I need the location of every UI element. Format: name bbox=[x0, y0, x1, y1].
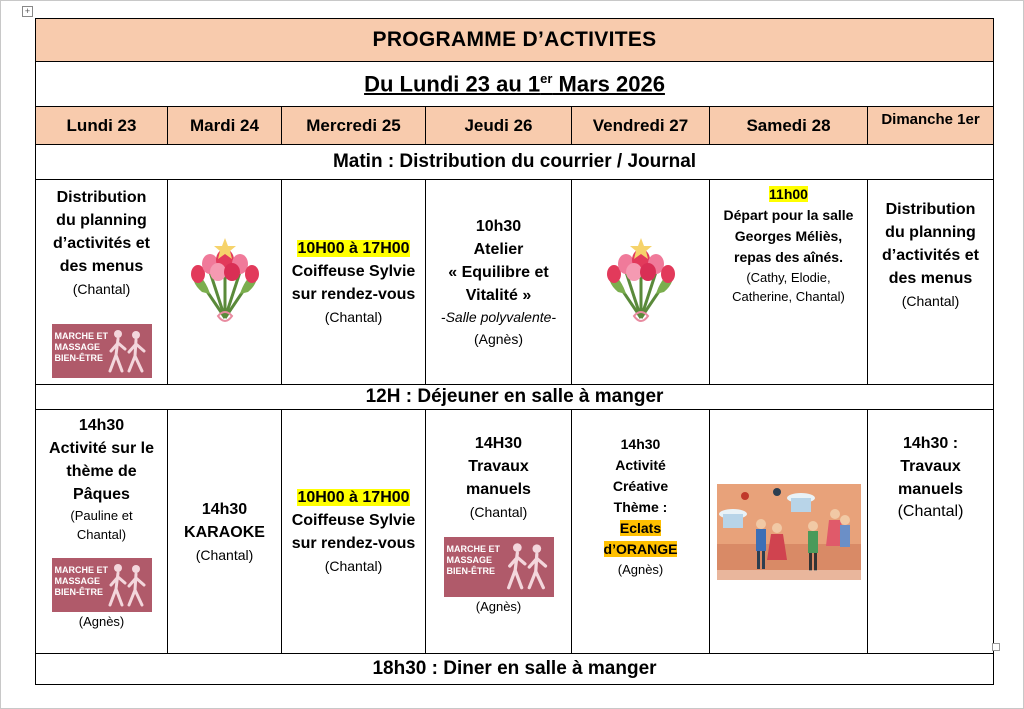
cell-line: du planning bbox=[885, 224, 976, 241]
organizer: (Chantal) bbox=[195, 546, 254, 563]
organizer: (Chantal) bbox=[72, 281, 131, 297]
cell-line: Vitalité » bbox=[465, 286, 532, 304]
walking-people-icon bbox=[102, 327, 150, 375]
walk-massage-badge: MARCHE ET MASSAGE BIEN-ÊTRE bbox=[52, 324, 152, 378]
organizer: (Agnès) bbox=[617, 562, 664, 577]
morning-saturday-cell bbox=[710, 180, 868, 385]
organizer: Chantal) bbox=[76, 527, 127, 542]
afternoon-thursday-cell bbox=[426, 410, 572, 654]
organizer: (Agnès) bbox=[473, 330, 524, 347]
time: 14h30 bbox=[78, 417, 125, 434]
day-header-monday: Lundi 23 bbox=[36, 107, 168, 145]
time: 14H30 bbox=[474, 435, 523, 452]
table-resize-handle-icon[interactable] bbox=[992, 643, 1000, 651]
afternoon-monday-cell bbox=[36, 410, 168, 654]
morning-tuesday-cell bbox=[168, 180, 282, 385]
morning-monday-cell bbox=[36, 180, 168, 385]
cell-line: d’activités et bbox=[882, 247, 979, 264]
afternoon-tuesday-cell bbox=[168, 410, 282, 654]
cell-line: des menus bbox=[888, 270, 973, 287]
morning-wednesday-cell bbox=[282, 180, 426, 385]
afternoon-friday-cell bbox=[572, 410, 710, 654]
cell-line: d’activités et bbox=[53, 235, 150, 252]
time: 10h30 bbox=[475, 217, 522, 235]
day-header-friday: Vendredi 27 bbox=[572, 107, 710, 145]
day-header-thursday: Jeudi 26 bbox=[426, 107, 572, 145]
time: 14h30 : bbox=[902, 435, 959, 452]
cell-line: Distribution bbox=[56, 189, 147, 206]
day-header-saturday: Samedi 28 bbox=[710, 107, 868, 145]
walking-people-icon bbox=[102, 561, 150, 609]
cell-line: Georges Méliès, bbox=[734, 228, 843, 244]
time: 14h30 bbox=[620, 436, 661, 452]
cell-line: Travaux bbox=[468, 458, 529, 475]
cell-line: Départ pour la salle bbox=[723, 207, 854, 223]
morning-band: Matin : Distribution du courrier / Journal bbox=[36, 145, 994, 180]
cell-line: sur rendez-vous bbox=[291, 535, 416, 552]
cell-line: manuels bbox=[898, 481, 963, 498]
page-title: PROGRAMME D’ACTIVITES bbox=[36, 19, 994, 62]
cell-line: Thème : bbox=[613, 499, 668, 515]
walk-massage-badge: MARCHE ET MASSAGE BIEN-ÊTRE bbox=[444, 537, 554, 597]
cell-line: Coiffeuse Sylvie bbox=[291, 262, 416, 280]
tulip-bouquet-icon bbox=[596, 232, 686, 328]
time-highlight: 11h00 bbox=[769, 186, 808, 202]
location: -Salle polyvalente- bbox=[440, 308, 557, 325]
organizer: (Pauline et bbox=[70, 508, 133, 523]
day-header-sunday: Dimanche 1er bbox=[868, 107, 994, 145]
tulip-bouquet-icon bbox=[180, 232, 270, 328]
organizer: (Agnès) bbox=[78, 614, 125, 629]
morning-thursday-cell bbox=[426, 180, 572, 385]
day-header-tuesday: Mardi 24 bbox=[168, 107, 282, 145]
afternoon-wednesday-cell bbox=[282, 410, 426, 654]
time-highlight: 10H00 à 17H00 bbox=[297, 239, 410, 257]
afternoon-saturday-cell bbox=[710, 410, 868, 654]
activity-schedule-table bbox=[35, 18, 994, 685]
organizer: (Cathy, Elodie, bbox=[746, 270, 831, 285]
lunch-band: 12H : Déjeuner en salle à manger bbox=[36, 385, 994, 410]
cell-line: Atelier bbox=[473, 240, 524, 258]
organizer: (Chantal) bbox=[901, 293, 960, 309]
walk-massage-badge: MARCHE ET MASSAGE BIEN-ÊTRE bbox=[52, 558, 152, 612]
cell-line: repas des aînés. bbox=[734, 249, 843, 265]
organizer: (Chantal) bbox=[324, 308, 383, 325]
organizer: Catherine, Chantal) bbox=[732, 289, 845, 304]
cell-line: Distribution bbox=[885, 201, 976, 218]
walking-people-icon bbox=[500, 540, 552, 592]
theme-highlight: Eclats bbox=[619, 520, 662, 536]
cell-line: Activité bbox=[615, 457, 666, 473]
theme-highlight: d’ORANGE bbox=[603, 541, 678, 557]
dinner-band: 18h30 : Diner en salle à manger bbox=[36, 654, 994, 685]
date-range: Du Lundi 23 au 1er Mars 2026 bbox=[36, 62, 994, 107]
cell-line: Coiffeuse Sylvie bbox=[291, 512, 416, 529]
organizer: (Chantal) bbox=[324, 558, 383, 574]
dancing-seniors-illustration bbox=[717, 484, 861, 580]
time: 14h30 bbox=[201, 500, 248, 518]
morning-friday-cell bbox=[572, 180, 710, 385]
cell-line: Travaux bbox=[900, 458, 961, 475]
organizer: (Agnès) bbox=[475, 599, 522, 614]
cell-line: manuels bbox=[466, 481, 531, 498]
day-header-wednesday: Mercredi 25 bbox=[282, 107, 426, 145]
cell-line: Pâques bbox=[73, 486, 130, 503]
afternoon-sunday-cell bbox=[868, 410, 994, 654]
cell-line: des menus bbox=[59, 258, 144, 275]
time-highlight: 10H00 à 17H00 bbox=[297, 489, 410, 506]
cell-line: Activité sur le bbox=[49, 440, 154, 457]
table-move-handle-icon[interactable]: + bbox=[22, 6, 33, 17]
cell-line: sur rendez-vous bbox=[291, 285, 416, 303]
organizer: (Chantal) bbox=[897, 503, 964, 520]
cell-line: Créative bbox=[612, 478, 669, 494]
cell-line: du planning bbox=[56, 212, 147, 229]
organizer: (Chantal) bbox=[469, 504, 528, 520]
cell-line: « Equilibre et bbox=[448, 263, 549, 281]
cell-line: thème de bbox=[66, 463, 137, 480]
morning-sunday-cell bbox=[868, 180, 994, 385]
cell-line: KARAOKE bbox=[184, 523, 265, 541]
